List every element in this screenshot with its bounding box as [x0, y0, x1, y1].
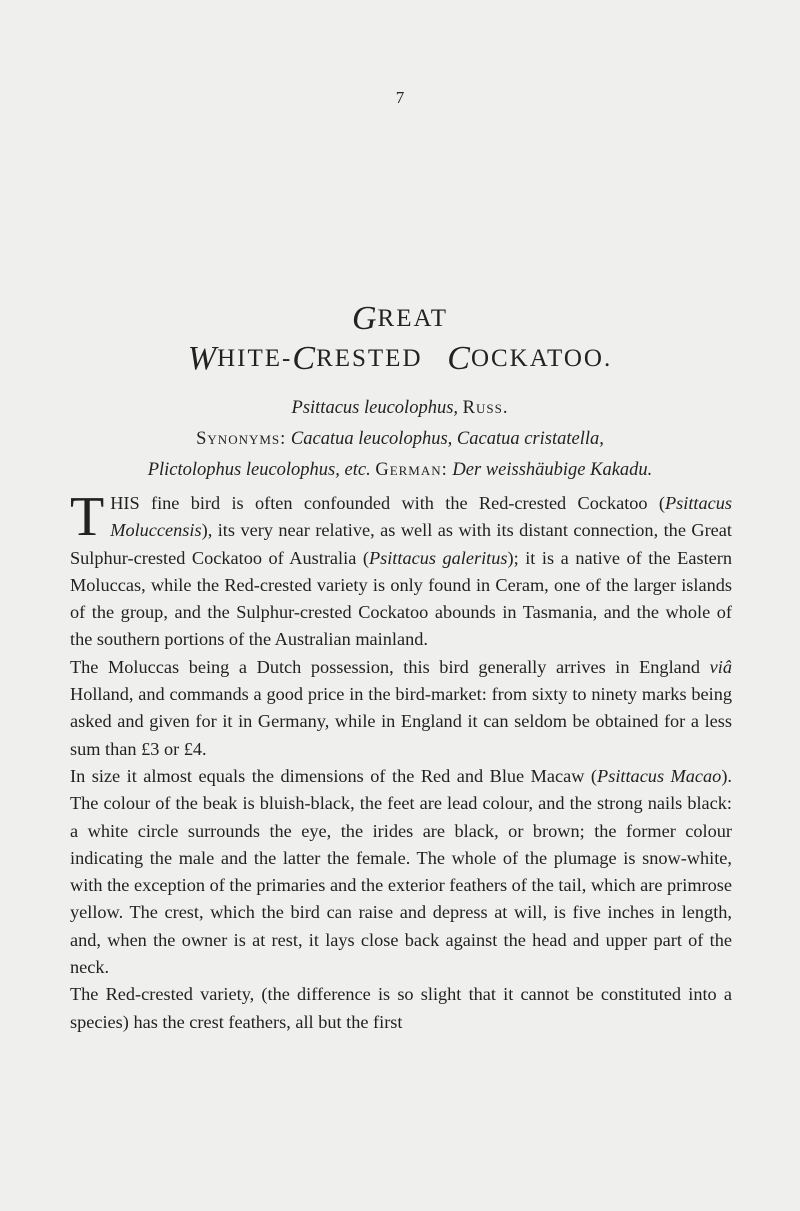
article-body	[70, 486, 732, 1036]
paragraph-3-text-a: In size it almost equals the dimensions of the Red and Blue Macaw (	[70, 765, 598, 786]
title-word-cockatoo: OCKATOO.	[470, 345, 613, 372]
synonyms-line	[60, 424, 740, 455]
paragraph-2-text-a: The Moluccas being a Dutch possession, this bird generally arrives in England	[70, 656, 710, 677]
title-word-crested: RESTED	[316, 345, 423, 372]
title-word-great: REAT	[377, 305, 449, 332]
paragraph-2-italic: viâ	[709, 656, 732, 677]
paragraph-3	[70, 763, 732, 981]
paragraph-1-text-b: ), its very near relative, as well as with its distant connection, the Great Sulphur-crested Cockatoo of Australia (	[70, 520, 732, 568]
paragraph-2	[70, 654, 732, 763]
paragraph-2-text-b: Holland, and commands a good price in the bird-market: from sixty to ninety marks being asked and given for it in Germany, while in England it can seldom be obtained for a less sum than £3 or £4.	[70, 684, 732, 759]
title-initial-c2: C	[447, 340, 472, 377]
paragraph-1-text-a: HIS fine bird is often confounded with the Red-crested Cockatoo (	[110, 493, 665, 513]
title-line-white-crested-cockatoo	[0, 340, 800, 378]
synonyms-german-line	[60, 455, 740, 486]
scientific-name-line	[60, 393, 740, 424]
authority: Russ.	[462, 398, 509, 418]
title-initial-w: W	[187, 340, 219, 377]
paragraph-1-latin-a: Psittacus Moluccensis	[110, 493, 732, 541]
page-number: 7	[395, 88, 405, 107]
german-label: German:	[375, 460, 448, 480]
species-meta	[60, 393, 740, 486]
title-initial-c1: C	[292, 340, 318, 377]
title-word-white: HITE-	[217, 345, 293, 372]
scientific-name: Psittacus leucolophus,	[291, 398, 459, 418]
paragraph-1-text-c: ); it is a native of the Eastern Moluccas, while the Red-crested variety is only found in Ceram, one of the larger islands of the group, and the Sulphur-crested Cockatoo abounds in Tasmania, and the whole of the southern portions of the Australian mainland.	[70, 547, 732, 650]
paragraph-1-latin-b: Psittacus galeritus	[368, 547, 508, 568]
synonyms-list-2: Plictolophus leucolophus, etc.	[147, 460, 371, 480]
german-name: Der weisshäubige Kakadu.	[452, 460, 653, 480]
paragraph-4: The Red-crested variety, (the difference is so slight that it cannot be constituted into a species) has the crest feathers, all but the first	[70, 984, 732, 1032]
paragraph-3-text-b: ). The colour of the beak is bluish-black, the feet are lead colour, and the strong nails black: a white circle surrounds the eye, the irides are black, or brown; the former colour indicating the male and the latter the female. The whole of the plumage is snow-white, with the exception of the primaries and the exterior feathers of the tail, which are primrose yellow. The crest, which the bird can raise and depress at will, is five inches in length, and, when the owner is at rest, it lays close back against the head and upper part of the neck.	[70, 765, 732, 978]
title-line-great	[0, 300, 800, 338]
paragraph-3-latin: Psittacus Macao	[597, 765, 722, 786]
title-initial-g: G	[351, 300, 379, 337]
synonyms-label: Synonyms:	[196, 429, 287, 449]
synonyms-list-1: Cacatua leucolophus, Cacatua cristatella,	[290, 429, 604, 449]
paragraph-1	[70, 486, 732, 654]
drop-cap: T	[70, 486, 105, 548]
